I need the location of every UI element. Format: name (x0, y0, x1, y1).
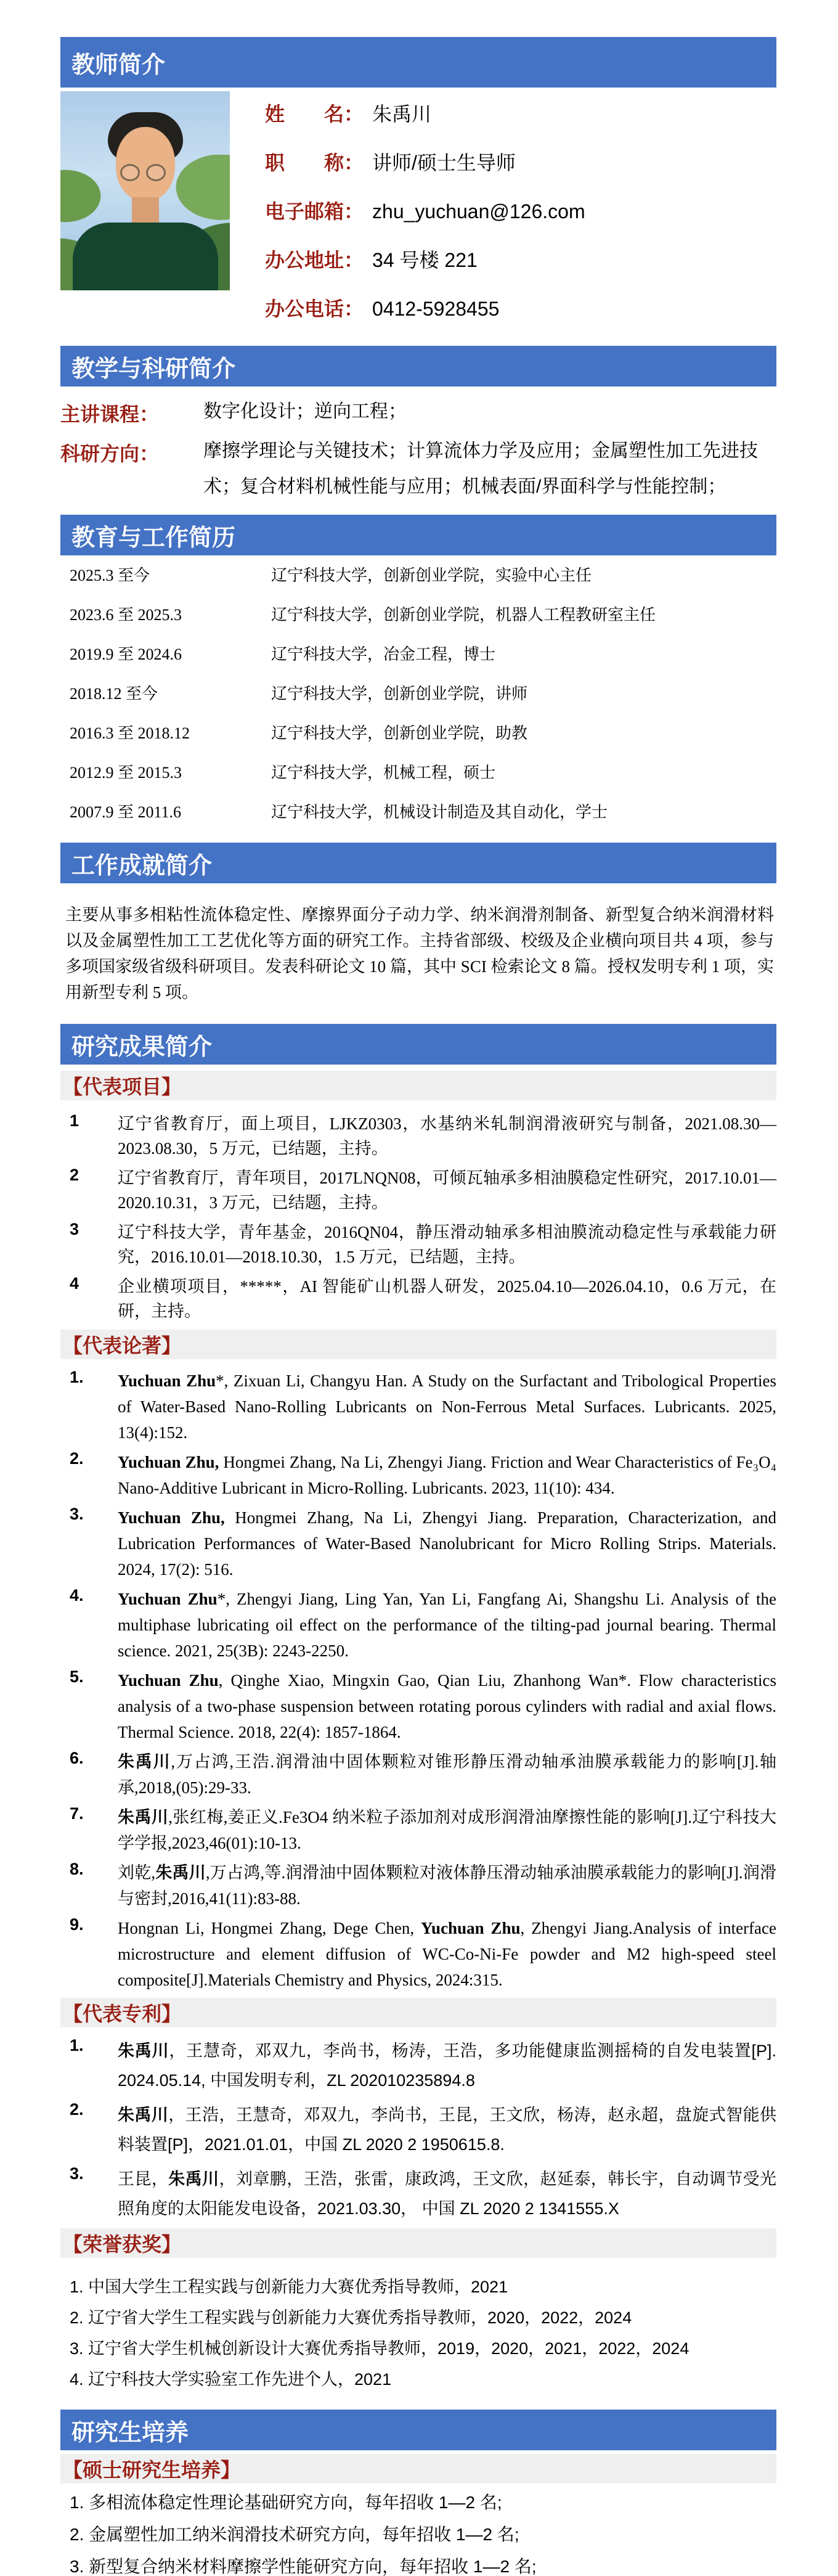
profile-section (60, 91, 776, 342)
achievement-summary: 主要从事多相粘性流体稳定性、摩擦界面分子动力学、纳米润滑剂制备、新型复合纳米润滑材料以及金属塑性加工工艺优化等方面的研究工作。主持省部级、校级及企业横向项目共 4 项，参与多项国家级省级科研项目。发表科研论文 10 篇，其中 SCI 检索论文 8 篇。授权发明专利 1 项，实用新型专利 5 项。 (65, 906, 774, 1002)
list-item (70, 2164, 776, 2223)
contact-field-row (265, 196, 776, 224)
contact-fields (230, 91, 776, 342)
teaching-row-value: 摩擦学理论与关键技术；计算流体力学及应用；金属塑性加工先进技术；复合材料机械性能与应用；机械表面/界面科学与性能控制； (203, 441, 758, 497)
list-item-text: Yuchuan Zhu, Qinghe Xiao, Mingxin Gao, Qian Liu, Zhanhong Wan*. Flow characteristics analysis of a two-phase suspension between rotating porous cylinders with radial and axial flows. Thermal Science. 2018, 22(4): 1857-1864. (118, 1671, 777, 1741)
list-item-number: 3. (70, 2164, 84, 2183)
list-item-text: 刘乾,朱禹川,万占鸿,等.润滑油中固体颗粒对液体静压滑动轴承油膜承载能力的影响[J].润滑与密封,2016,41(11):83-88. (118, 1863, 777, 1908)
teaching-row-label: 主讲课程： (60, 403, 160, 425)
section-header-research-results (60, 1024, 776, 1065)
contact-field-row (265, 99, 776, 127)
publications-list (60, 1368, 776, 1993)
career-period: 2016.3 至 2018.12 (70, 724, 190, 742)
list-item-number: 2 (70, 1166, 79, 1184)
list-item-text: 辽宁省教育厅，面上项目，LJKZ0303，水基纳米轧制润滑液研究与制备，2021.08.30—2023.08.30，5 万元，已结题，主持。 (118, 1114, 776, 1158)
field-label: 电子邮箱： (265, 200, 364, 223)
list-item (70, 1915, 776, 1993)
profile-photo (60, 91, 230, 290)
field-value: 0412-5928455 (372, 298, 500, 320)
list-item: 3. 新型复合纳米材料摩擦学性能研究方向，每年招收 1—2 名; (70, 2557, 537, 2576)
list-item-number: 9. (70, 1915, 84, 1934)
career-row (70, 685, 776, 703)
subheading-master-training (60, 2454, 776, 2484)
faculty-profile-page (60, 0, 776, 2576)
section-title: 工作成就简介 (71, 853, 213, 879)
career-row (70, 645, 776, 664)
list-item-text: 朱禹川,万占鸿,王浩.润滑油中固体颗粒对锥形静压滑动轴承油膜承载能力的影响[J].轴承,2018,(05):29-33. (118, 1752, 777, 1797)
field-label: 办公电话： (265, 298, 364, 320)
list-item (70, 1667, 776, 1745)
subheading-publications (60, 1330, 776, 1359)
patents-list (60, 2036, 776, 2223)
photo-neck (132, 197, 159, 226)
career-timeline (60, 566, 776, 822)
graduate-training-list (60, 2493, 776, 2576)
career-description: 辽宁科技大学，机械工程，硕士 (271, 764, 496, 782)
list-item-text: 朱禹川，王慧奇，邓双九，李尚书，杨涛，王浩，多功能健康监测摇椅的自发电装置[P]. 2024.05.14, 中国发明专利，ZL 202010235894.8 (118, 2042, 776, 2090)
list-item-number: 2. (70, 2100, 84, 2119)
list-item (70, 1111, 776, 1161)
list-item (70, 1220, 776, 1269)
list-item (70, 1586, 776, 1664)
teaching-row-value: 数字化设计；逆向工程； (203, 401, 407, 422)
section-header-achievements (60, 843, 776, 883)
career-description: 辽宁科技大学，创新创业学院，助教 (271, 724, 528, 742)
list-item-text: Yuchuan Zhu*, Zixuan Li, Changyu Han. A Study on the Surfactant and Tribological Properties of Water-Based Nano-Rolling Lubricants on Non-Ferrous Metal Surfaces. Lubricants. 2025, 13(4):152. (118, 1372, 777, 1442)
list-item: 2. 金属塑性加工纳米润滑技术研究方向，每年招收 1—2 名; (70, 2525, 519, 2544)
subheading-honors (60, 2228, 776, 2258)
subheading-label: 【荣誉获奖】 (63, 2233, 182, 2255)
career-row (70, 606, 776, 624)
section-title: 教育与工作简历 (71, 525, 236, 551)
list-item-number: 1. (70, 2036, 84, 2055)
list-item-number: 7. (70, 1804, 84, 1823)
list-item-number: 6. (70, 1749, 84, 1767)
list-item: 2. 辽宁省大学生工程实践与创新能力大赛优秀指导教师，2020，2022，2024 (70, 2308, 632, 2327)
list-item-text: 辽宁省教育厅，青年项目，2017LNQN08，可倾瓦轴承多相油膜稳定性研究，2017.10.01—2020.10.31，3 万元，已结题，主持。 (118, 1169, 776, 1212)
career-description: 辽宁科技大学，创新创业学院，机器人工程教研室主任 (271, 606, 656, 624)
list-item (70, 1749, 776, 1801)
list-item-number: 4. (70, 1586, 84, 1605)
photo-shirt (73, 223, 218, 290)
career-period: 2007.9 至 2011.6 (70, 803, 182, 821)
field-value: 34 号楼 221 (372, 249, 478, 271)
field-value: zhu_yuchuan@126.com (372, 200, 585, 223)
teaching-row (60, 438, 776, 505)
list-item-text: 企业横项项目，*****，AI 智能矿山机器人研发，2025.04.10—2026.04.10，0.6 万元，在研，主持。 (118, 1277, 776, 1320)
list-item: 3. 辽宁省大学生机械创新设计大赛优秀指导教师，2019，2020，2021，2022，2024 (70, 2339, 690, 2358)
subheading-label: 【代表专利】 (63, 2003, 182, 2025)
list-item-number: 3 (70, 1220, 79, 1238)
section-title: 教学与科研简介 (71, 356, 236, 382)
career-period: 2025.3 至今 (70, 566, 150, 584)
list-item-text: Yuchuan Zhu*, Zhengyi Jiang, Ling Yan, Yan Li, Fangfang Ai, Shangshu Li. Analysis of the multiphase lubricating oil effect on the performance of the tilting-pad journal bearing. Thermal science. 2021, 25(3B): 2243-2250. (118, 1590, 777, 1660)
list-item-number: 2. (70, 1449, 84, 1468)
list-item-number: 5. (70, 1667, 84, 1686)
career-description: 辽宁科技大学，创新创业学院，讲师 (271, 685, 528, 703)
section-header-teacher-intro (60, 37, 776, 88)
list-item-text: Hongnan Li, Hongmei Zhang, Dege Chen, Yuchuan Zhu, Zhengyi Jiang.Analysis of interface microstructure and element diffusion of WC-Co-Ni-Fe powder and M2 high-speed steel composite[J].Materials Chemistry and Physics, 2024:315. (118, 1919, 777, 1989)
list-item-number: 3. (70, 1505, 84, 1523)
teaching-research-block (60, 399, 776, 505)
list-item (70, 1449, 776, 1501)
career-period: 2018.12 至今 (70, 685, 158, 703)
career-row (70, 764, 776, 782)
list-item-text: Yuchuan Zhu, Hongmei Zhang, Na Li, Zhengyi Jiang. Friction and Wear Characteristics of Fe₃O₄ Nano-Additive Lubricant in Micro-Rolling. Lubricants. 2023, 11(10): 434. (118, 1453, 776, 1497)
list-item-number: 8. (70, 1860, 84, 1878)
teaching-row-label: 科研方向： (60, 443, 160, 465)
list-item: 1. 多相流体稳定性理论基础研究方向，每年招收 1—2 名; (70, 2493, 502, 2512)
list-item (70, 2036, 776, 2095)
list-item-text: 朱禹川，王浩，王慧奇，邓双九，李尚书，王昆，王文欣，杨涛，赵永超，盘旋式智能供料装置[P]，2021.01.01，中国 ZL 2020 2 1950615.8. (118, 2106, 777, 2154)
list-item-number: 1 (70, 1111, 79, 1130)
teaching-row (60, 399, 776, 430)
list-item (70, 1505, 776, 1582)
field-label: 职 称： (265, 152, 364, 174)
career-description: 辽宁科技大学，机械设计制造及其自动化，学士 (271, 803, 608, 821)
subheading-label: 【硕士研究生培养】 (63, 2459, 241, 2481)
subheading-label: 【代表论著】 (63, 1335, 182, 1357)
list-item-number: 4 (70, 1274, 79, 1293)
subheading-label: 【代表项目】 (63, 1076, 182, 1098)
section-title: 研究生培养 (71, 2419, 189, 2446)
contact-field-row (265, 293, 776, 322)
list-item-text: 朱禹川,张红梅,姜正义.Fe3O4 纳米粒子添加剂对成形润滑油摩擦性能的影响[J].辽宁科技大学学报,2023,46(01):10-13. (118, 1808, 777, 1852)
subheading-patents (60, 1998, 776, 2027)
career-description: 辽宁科技大学，冶金工程，博士 (271, 645, 496, 663)
section-header-teaching-research (60, 346, 776, 386)
contact-field-row (265, 245, 776, 273)
honors-list (60, 2278, 776, 2389)
list-item (70, 1368, 776, 1445)
projects-list (60, 1111, 776, 1323)
page-title: 教师简介 (71, 52, 166, 78)
list-item (70, 1804, 776, 1856)
career-description: 辽宁科技大学，创新创业学院，实验中心主任 (271, 566, 592, 584)
career-row (70, 724, 776, 743)
list-item (70, 1274, 776, 1323)
list-item (70, 2100, 776, 2159)
career-period: 2019.9 至 2024.6 (70, 645, 182, 663)
career-period: 2012.9 至 2015.3 (70, 764, 182, 782)
field-value: 讲师/硕士生导师 (372, 152, 516, 174)
field-label: 办公地址： (265, 249, 364, 271)
list-item: 4. 辽宁科技大学实验室工作先进个人，2021 (70, 2370, 392, 2389)
list-item (70, 1860, 776, 1912)
career-row (70, 803, 776, 822)
list-item-text: Yuchuan Zhu, Hongmei Zhang, Na Li, Zhengyi Jiang. Preparation, Characterization, and Lubrication Performances of Water-Based Nanolubricant for Micro Rolling Strips. Materials. 2024, 17(2): 516. (118, 1508, 777, 1579)
career-period: 2023.6 至 2025.3 (70, 606, 182, 624)
list-item-text: 辽宁科技大学，青年基金，2016QN04，静压滑动轴承多相油膜流动稳定性与承载能力研究，2016.10.01—2018.10.30，1.5 万元，已结题，主持。 (118, 1223, 776, 1266)
photo-glasses (117, 164, 174, 182)
field-label: 姓 名： (265, 103, 364, 125)
list-item: 1. 中国大学生工程实践与创新能力大赛优秀指导教师，2021 (70, 2278, 508, 2296)
career-row (70, 566, 776, 585)
contact-field-row (265, 147, 776, 176)
section-title: 研究成果简介 (71, 1034, 213, 1060)
list-item-number: 1. (70, 1368, 84, 1386)
list-item (70, 1166, 776, 1215)
section-header-graduate-training (60, 2410, 776, 2450)
section-header-career (60, 515, 776, 555)
subheading-projects (60, 1071, 776, 1100)
field-value: 朱禹川 (372, 103, 432, 125)
list-item-text: 王昆，朱禹川，刘章鹏，王浩，张雷，康政鸿，王文欣，赵延泰，韩长宇，自动调节受光照角度的太阳能发电设备，2021.03.30， 中国 ZL 2020 2 1341555.X (118, 2170, 777, 2218)
